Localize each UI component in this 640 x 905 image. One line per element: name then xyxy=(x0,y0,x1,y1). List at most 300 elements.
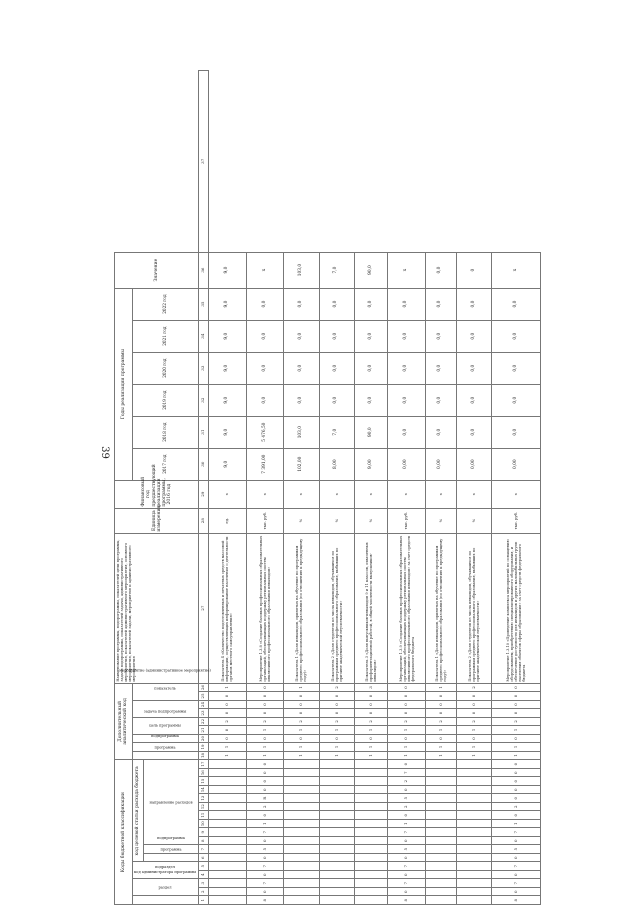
row-year-value: 0,0 xyxy=(425,416,456,448)
code-cell: 2 xyxy=(209,717,247,726)
code-cell: 2 xyxy=(388,717,426,726)
code-cell: 0 xyxy=(209,700,247,709)
code-cell: 1 xyxy=(355,751,388,760)
code-cell xyxy=(456,828,491,837)
code-cell: 0 xyxy=(246,811,284,820)
code-cell xyxy=(425,828,456,837)
label-extra-indicator: показатель xyxy=(154,686,177,691)
code-cell xyxy=(355,837,388,846)
table-row xyxy=(284,71,319,905)
code-cell xyxy=(319,786,354,795)
row-final-value: 90,0 xyxy=(355,252,388,288)
code-cell: 0 xyxy=(492,888,541,897)
code-cell: 0 xyxy=(355,700,388,709)
row-year-value: 0,0 xyxy=(425,384,456,416)
code-cell xyxy=(284,786,319,795)
column-number: 34 xyxy=(199,320,209,352)
code-cell: 0 xyxy=(246,888,284,897)
row-year-value: 0,0 xyxy=(456,416,491,448)
row-unit: ед. xyxy=(209,508,247,533)
row-year-value: 9,0 xyxy=(209,288,247,320)
code-cell xyxy=(284,879,319,888)
row-year-value: 0,0 xyxy=(246,320,284,352)
code-cell: 2 xyxy=(284,717,319,726)
row-year-value: 0,0 xyxy=(492,384,541,416)
row-final-value: 7,0 xyxy=(319,252,354,288)
row-final-value: x xyxy=(246,252,284,288)
code-cell: 0 xyxy=(388,692,426,701)
row-unit: тыс. руб. xyxy=(388,508,426,533)
code-cell xyxy=(209,786,247,795)
code-cell: 1 xyxy=(425,726,456,735)
row-year-value: 7 391,00 xyxy=(246,448,284,480)
code-cell: 7 xyxy=(388,769,426,778)
code-cell xyxy=(456,837,491,846)
code-cell xyxy=(355,777,388,786)
row-year-value: 0,00 xyxy=(425,448,456,480)
row-unit: % xyxy=(284,508,319,533)
code-cell: 8 xyxy=(246,896,284,905)
column-number: 32 xyxy=(199,384,209,416)
column-number: 15 xyxy=(199,777,209,786)
row-year-value: 9,0 xyxy=(209,320,247,352)
table-row xyxy=(456,71,491,905)
code-cell: 5 xyxy=(388,845,426,854)
row-year-value: 0,0 xyxy=(388,352,426,384)
code-cell: 0 xyxy=(492,811,541,820)
header-program xyxy=(143,848,198,863)
code-cell xyxy=(425,811,456,820)
code-cell xyxy=(355,854,388,863)
column-number: 4 xyxy=(199,871,209,880)
label-extra-prog: программа xyxy=(154,745,176,750)
label-subsection: подраздел xyxy=(155,865,176,870)
code-cell: 0 xyxy=(388,811,426,820)
column-number: 5 xyxy=(199,862,209,871)
code-cell xyxy=(456,811,491,820)
code-cell: 1 xyxy=(246,743,284,752)
code-cell: 1 xyxy=(355,726,388,735)
row-unit: % xyxy=(456,508,491,533)
code-cell: 0 xyxy=(209,692,247,701)
row-year-value: 0,0 xyxy=(492,288,541,320)
code-cell xyxy=(425,854,456,863)
row-description: Мероприятие 1.3.10 «Проведение комплекса мероприятий по оснащению оборудованием, приобретению специализированного оборудования, и обеспечение доступности для инвалидов и других маломобильных групп населения объектов сферы образования» за счет средств федерального бюджета xyxy=(492,533,541,683)
code-cell: 0 xyxy=(246,786,284,795)
row-year-value: 0,0 xyxy=(492,416,541,448)
code-cell xyxy=(425,794,456,803)
code-cell: 0 xyxy=(246,709,284,718)
code-cell xyxy=(209,888,247,897)
column-number: 1 xyxy=(199,896,209,905)
code-cell xyxy=(456,888,491,897)
row-year-value: 0,0 xyxy=(456,288,491,320)
row-fin-year: x xyxy=(284,480,319,508)
row-year-value: 102,00 xyxy=(284,448,319,480)
code-cell xyxy=(319,862,354,871)
code-cell xyxy=(209,896,247,905)
code-cell: 1 xyxy=(388,726,426,735)
code-cell xyxy=(456,854,491,863)
code-cell: 1 xyxy=(284,726,319,735)
label-ministry: код администратора программы xyxy=(134,870,197,875)
row-year-value: 0,0 xyxy=(425,352,456,384)
column-number: 19 xyxy=(199,743,209,752)
column-number: 16 xyxy=(199,769,209,778)
header-expense-type: код целевой статьи расхода бюджета xyxy=(132,760,143,862)
label-direction: направление расходов xyxy=(149,800,193,805)
code-cell: 0 xyxy=(319,700,354,709)
code-cell xyxy=(209,794,247,803)
column-number: 25 xyxy=(199,692,209,701)
label-extra-goal: цель программы xyxy=(149,723,182,728)
column-number: 37 xyxy=(199,71,209,253)
code-cell: 7 xyxy=(388,879,426,888)
code-cell xyxy=(319,777,354,786)
code-cell xyxy=(425,871,456,880)
code-cell: 1 xyxy=(492,743,541,752)
row-year-value: 9,0 xyxy=(209,352,247,384)
code-cell xyxy=(319,794,354,803)
code-cell xyxy=(284,845,319,854)
code-cell: 1 xyxy=(492,726,541,735)
row-unit: % xyxy=(355,508,388,533)
budget-program-table xyxy=(114,70,541,905)
code-cell: 7 xyxy=(246,862,284,871)
code-cell: 0 xyxy=(492,760,541,769)
label-extra-measure: мероприятие (административное мероприятие) xyxy=(119,668,212,673)
code-cell: 1 xyxy=(456,751,491,760)
code-cell: 0 xyxy=(246,734,284,743)
header-description: Наименование программы, подпрограммы, показателей цели программы, задачи подпрограммы, показателей задачи, административного мероприятия, показателей административного мероприятия, основного мероприятия, показателей задачи, мероприятия и административного мероприятия xyxy=(115,533,199,683)
column-number: 27 xyxy=(199,533,209,683)
header-section xyxy=(132,879,198,896)
code-cell: 1 xyxy=(388,743,426,752)
row-year-value: 90,0 xyxy=(355,416,388,448)
code-cell xyxy=(209,854,247,863)
label-extra-sub: подпрограмма xyxy=(151,733,180,738)
row-year-value: 0,0 xyxy=(456,352,491,384)
row-year-value: 0,0 xyxy=(492,320,541,352)
row-description: Показатель 3 «Доля выпускников-инвалидов 9 и 11 классов, охваченных профориентационной работой, в общей численности выпускников-инвалидов» xyxy=(355,533,388,683)
code-cell: 7 xyxy=(246,879,284,888)
row-year-value: 9,0 xyxy=(209,416,247,448)
code-cell: 1 xyxy=(319,751,354,760)
code-cell xyxy=(456,777,491,786)
row-year-value: 8,00 xyxy=(319,448,354,480)
header-year-5: 2021 год xyxy=(132,320,198,352)
row-year-value: 0,0 xyxy=(246,384,284,416)
header-year-4: 2020 год xyxy=(132,352,198,384)
code-cell xyxy=(319,854,354,863)
code-cell: 0 xyxy=(319,692,354,701)
code-cell xyxy=(209,820,247,829)
table-row xyxy=(355,71,388,905)
code-cell: 0 xyxy=(425,734,456,743)
code-cell: 0 xyxy=(492,777,541,786)
code-cell xyxy=(284,828,319,837)
column-number: 10 xyxy=(199,820,209,829)
code-cell xyxy=(355,811,388,820)
code-cell: 1 xyxy=(425,751,456,760)
code-cell xyxy=(284,837,319,846)
column-number: 36 xyxy=(199,252,209,288)
row-year-value: 0,0 xyxy=(246,288,284,320)
code-cell xyxy=(355,794,388,803)
code-cell: 1 xyxy=(388,820,426,829)
code-cell: 0 xyxy=(388,700,426,709)
code-cell: 0 xyxy=(492,700,541,709)
code-cell xyxy=(355,769,388,778)
code-cell: 3 xyxy=(355,683,388,692)
row-year-value: 0,0 xyxy=(492,352,541,384)
code-cell xyxy=(319,803,354,812)
header-direction xyxy=(143,760,198,845)
code-cell: 1 xyxy=(425,743,456,752)
code-cell xyxy=(319,845,354,854)
column-number: 13 xyxy=(199,794,209,803)
code-cell xyxy=(355,820,388,829)
code-cell: 1 xyxy=(425,683,456,692)
code-cell xyxy=(319,820,354,829)
code-cell xyxy=(319,888,354,897)
column-number: 31 xyxy=(199,416,209,448)
code-cell: 1 xyxy=(355,743,388,752)
row-description: Показатель 2 «Доля студентов из числа инвалидов, обучавшихся по программам среднего профессионального образования, выбывших по причине академической неуспеваемости» xyxy=(456,533,491,683)
code-cell xyxy=(456,896,491,905)
row-fin-year: x xyxy=(319,480,354,508)
row-description: Показатель 1 «Доля инвалидов, принятых на обучение по программам среднего профессионального образования (по отношению к предыдущему году)» xyxy=(425,533,456,683)
row-description: Показатель 4 «Количество подготовленных и печатных средств массовой информации, осуществляющих информирование населения о деятельности органов местного самоуправления» xyxy=(209,533,247,683)
row-description: Мероприятие 1.3.9 «Создание базовых профессиональных образовательных организаций, обеспечивающих поддержку региональных систем инклюзивного профессионального образования инвалидов» за счет средств федерального бюджета xyxy=(388,533,426,683)
table-row xyxy=(319,71,354,905)
code-cell: 0 xyxy=(209,726,247,735)
row-year-value: 0,0 xyxy=(456,320,491,352)
code-cell: 2 xyxy=(492,803,541,812)
code-cell xyxy=(284,871,319,880)
row-year-value: 0,0 xyxy=(284,320,319,352)
row-fin-year: x xyxy=(425,480,456,508)
code-cell xyxy=(355,760,388,769)
code-cell xyxy=(284,854,319,863)
code-cell: 0 xyxy=(492,692,541,701)
code-cell xyxy=(319,760,354,769)
code-cell: 1 xyxy=(209,751,247,760)
header-year-3: 2019 год xyxy=(132,384,198,416)
column-number: 26 xyxy=(199,683,209,692)
row-final-value: 9,0 xyxy=(209,252,247,288)
code-cell: 2 xyxy=(388,803,426,812)
column-number: 33 xyxy=(199,352,209,384)
row-year-value: 0,0 xyxy=(355,384,388,416)
column-number: 7 xyxy=(199,845,209,854)
row-unit: тыс. руб. xyxy=(492,508,541,533)
code-cell: 7 xyxy=(246,828,284,837)
row-year-value: 0,0 xyxy=(319,384,354,416)
code-cell: 7 xyxy=(492,879,541,888)
code-cell xyxy=(209,837,247,846)
header-unit: Единица измерения xyxy=(115,508,199,533)
code-cell: 1 xyxy=(246,820,284,829)
code-cell: 0 xyxy=(492,786,541,795)
code-cell: 5 xyxy=(388,794,426,803)
code-cell xyxy=(209,862,247,871)
row-year-value: 0,0 xyxy=(284,288,319,320)
code-cell: 1 xyxy=(319,743,354,752)
row-year-value: 0,0 xyxy=(319,352,354,384)
row-year-value: 0,00 xyxy=(456,448,491,480)
label-extra-task: задача подпрограммы xyxy=(144,709,187,714)
code-cell: 0 xyxy=(425,700,456,709)
code-cell: 0 xyxy=(246,683,284,692)
code-cell: 1 xyxy=(456,726,491,735)
code-cell xyxy=(456,879,491,888)
row-year-value: 0,0 xyxy=(388,320,426,352)
column-number: 20 xyxy=(199,734,209,743)
code-cell: 2 xyxy=(355,717,388,726)
code-cell: 2 xyxy=(492,717,541,726)
code-cell: 0 xyxy=(246,692,284,701)
code-cell: 0 xyxy=(355,709,388,718)
code-cell: 1 xyxy=(209,743,247,752)
code-cell: 0 xyxy=(388,888,426,897)
code-cell xyxy=(284,862,319,871)
code-cell: 2 xyxy=(319,683,354,692)
header-extra-indicator xyxy=(132,683,198,700)
code-cell xyxy=(456,871,491,880)
row-year-value: 0,0 xyxy=(388,384,426,416)
code-cell: 0 xyxy=(388,709,426,718)
code-cell xyxy=(284,820,319,829)
row-final-value: 0,0 xyxy=(425,252,456,288)
code-cell xyxy=(284,760,319,769)
code-cell: 0 xyxy=(492,837,541,846)
row-year-value: 0,0 xyxy=(425,288,456,320)
row-fin-year: x xyxy=(355,480,388,508)
code-cell xyxy=(355,828,388,837)
row-year-value: 0,00 xyxy=(492,448,541,480)
code-cell xyxy=(355,896,388,905)
code-cell xyxy=(319,811,354,820)
code-cell: 2 xyxy=(319,717,354,726)
code-cell xyxy=(456,760,491,769)
table-row xyxy=(388,71,426,905)
code-cell: 0 xyxy=(246,769,284,778)
code-cell: 1 xyxy=(209,683,247,692)
code-cell: 0 xyxy=(246,871,284,880)
row-fin-year: x xyxy=(246,480,284,508)
row-fin-year: x xyxy=(209,480,247,508)
code-cell: 0 xyxy=(284,692,319,701)
row-year-value: 0,0 xyxy=(456,384,491,416)
column-number: 14 xyxy=(199,786,209,795)
code-cell: 0 xyxy=(319,709,354,718)
row-year-value: 0,0 xyxy=(284,384,319,416)
code-cell: 0 xyxy=(246,837,284,846)
row-year-value: 0,0 xyxy=(246,352,284,384)
column-number: 12 xyxy=(199,803,209,812)
code-cell xyxy=(284,794,319,803)
code-cell: 0 xyxy=(319,734,354,743)
table-row xyxy=(246,71,284,905)
row-year-value: 0,0 xyxy=(388,288,426,320)
code-cell xyxy=(319,896,354,905)
row-description: Мероприятие 1.3.8 «Создание базовых профессиональных образовательных организаций, обеспечивающих поддержку региональных систем инклюзивного профессионального образования инвалидов» xyxy=(246,533,284,683)
code-cell: 0 xyxy=(388,871,426,880)
code-cell: 0 xyxy=(456,734,491,743)
code-cell: 2 xyxy=(388,777,426,786)
code-cell xyxy=(284,811,319,820)
code-cell: 0 xyxy=(246,854,284,863)
code-cell xyxy=(209,811,247,820)
code-cell xyxy=(456,820,491,829)
header-year-2: 2018 год xyxy=(132,416,198,448)
header-year-6: 2022 год xyxy=(132,288,198,320)
code-cell xyxy=(355,803,388,812)
code-cell xyxy=(425,760,456,769)
code-cell xyxy=(456,786,491,795)
code-cell xyxy=(355,888,388,897)
row-final-value: x xyxy=(492,252,541,288)
row-year-value: 7,0 xyxy=(319,416,354,448)
code-cell: 1 xyxy=(284,751,319,760)
column-number: 21 xyxy=(199,726,209,735)
code-cell xyxy=(209,845,247,854)
code-cell: 0 xyxy=(355,692,388,701)
code-cell xyxy=(355,871,388,880)
column-number: 29 xyxy=(199,480,209,508)
code-cell: 0 xyxy=(425,709,456,718)
header-budget-codes: Коды бюджетной классификации xyxy=(115,760,133,905)
code-cell: 2 xyxy=(425,717,456,726)
row-year-value: 0,0 xyxy=(355,288,388,320)
code-cell: 5 xyxy=(246,845,284,854)
code-cell: 1 xyxy=(319,726,354,735)
row-year-value: 0,00 xyxy=(388,448,426,480)
code-cell xyxy=(209,777,247,786)
code-cell xyxy=(319,879,354,888)
code-cell: 1 xyxy=(284,743,319,752)
code-cell xyxy=(425,837,456,846)
code-cell: 0 xyxy=(284,734,319,743)
code-cell xyxy=(284,769,319,778)
row-description: Показатель 2 «Доля студентов из числа инвалидов, обучавшихся по программам среднего профессионального образования, выбывших по причине академической неуспеваемости» xyxy=(319,533,354,683)
code-cell xyxy=(284,896,319,905)
code-cell: 0 xyxy=(284,700,319,709)
code-cell: 0 xyxy=(209,709,247,718)
row-year-value: 9,00 xyxy=(355,448,388,480)
code-cell: 1 xyxy=(246,726,284,735)
code-cell xyxy=(425,820,456,829)
code-cell: 1 xyxy=(388,751,426,760)
code-cell xyxy=(319,837,354,846)
column-number: 2 xyxy=(199,888,209,897)
row-year-value: 0,0 xyxy=(355,352,388,384)
code-cell xyxy=(319,769,354,778)
code-cell: 0 xyxy=(492,734,541,743)
column-number: 35 xyxy=(199,288,209,320)
header-impl-years: Годы реализации программы xyxy=(115,288,133,480)
column-number: 23 xyxy=(199,709,209,718)
code-cell: 1 xyxy=(492,751,541,760)
code-cell: 0 xyxy=(492,794,541,803)
code-cell xyxy=(355,862,388,871)
row-unit: % xyxy=(319,508,354,533)
code-cell: 0 xyxy=(492,871,541,880)
code-cell xyxy=(355,786,388,795)
code-cell: 0 xyxy=(425,692,456,701)
row-fin-year: x xyxy=(388,480,426,508)
